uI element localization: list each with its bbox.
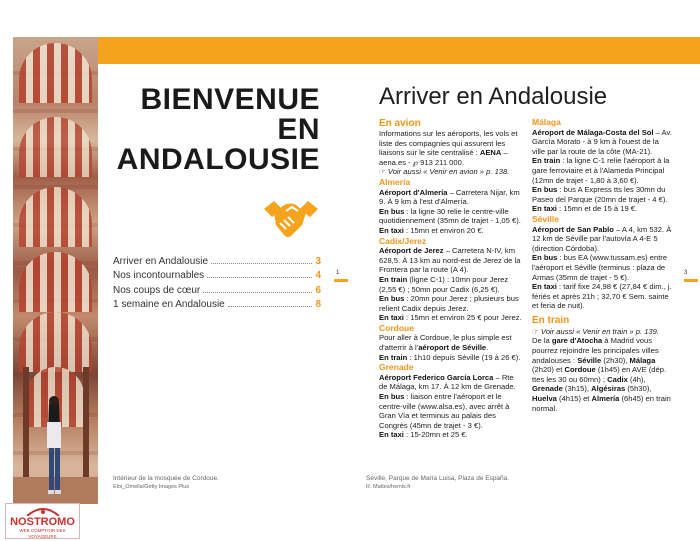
- page-title: Arriver en Andalousie: [379, 83, 608, 110]
- toc-label: Nos incontournables: [113, 270, 205, 281]
- right-page-marker: [684, 279, 698, 282]
- toc-label: 1 semaine en Andalousie: [113, 299, 225, 310]
- woman-figure: [43, 392, 65, 502]
- logo-arch-icon: [23, 506, 63, 516]
- title-line-1: BIENVENUE: [140, 83, 320, 116]
- toc-item-arriver[interactable]: [113, 256, 321, 267]
- toc-item-coups-de-coeur[interactable]: [113, 285, 321, 296]
- left-caption-credit: Eloi_Omella/Getty Images Plus: [113, 484, 190, 490]
- toc-page: 3: [315, 256, 321, 267]
- left-caption: [113, 474, 219, 492]
- left-page-marker: [334, 279, 348, 282]
- right-caption: [366, 474, 509, 492]
- toc-label: Arriver en Andalousie: [113, 256, 209, 267]
- mosque-photo: [13, 37, 98, 504]
- toc-item-1-semaine[interactable]: [113, 299, 321, 310]
- toc-page: 6: [315, 285, 321, 296]
- logo-tagline: WEB COMPTOIR DES VOYAGEURS: [19, 528, 66, 539]
- right-caption-credit: R. Mattes/hemis.fr: [366, 484, 411, 490]
- toc-page: 8: [315, 299, 321, 310]
- toc-item-incontournables[interactable]: [113, 270, 321, 281]
- transport-column-1: En avion Informations sur les aéroports, les vols et liste des compagnies qui assurent les liaisons sur le site centralisé : AENA – aena.es - ℘ 913 211 000. ☞ Voir aussi « Venir en avion » p. 138. Almería Aéroport d'Almería – Carretera Nijar, km 9. À 9 km à l'est d'Almería. En bus : la ligne 30 relie le centre-ville quotidiennement (35mn de trajet - 1,05 €). En taxi : 15mn et environ 20 €. Cadix/Jerez Aéroport de Jerez – Carretera N-IV, km 628,5. À 13 km au nord-est de Jerez de la Frontera par la route (A 4). En train (ligne C-1) : 10mn pour Jerez (2,55 €) ; 50mn pour Cadix (6,25 €). En bus : 20mn pour Jerez ; plusieurs bus relient Cadix depuis Jerez. En taxi : 15mn et environ 25 € pour Jerez. Cordoue Pour aller à Cordoue, le plus simple est d'atterrir à l'aéroport de Séville. En train : 1h10 depuis Séville (19 à 26 €). Grenade Aéroport Federico García Lorca – Rte de Málaga, km 17. À 12 km de Grenade. En bus : liaison entre l'aéroport et le centre-ville (www.alsa.es), avec arrêt à Gran Vía et terminus au palais des Congrès (45mn de trajet - 3 €). En taxi : 15-20mn et 25 €.: [379, 118, 522, 440]
- title-line-3: ANDALOUSIE: [116, 143, 320, 176]
- title-line-2: EN: [277, 113, 320, 146]
- left-caption-text: Intérieur de la mosquée de Cordoue.: [113, 475, 219, 482]
- right-page-number: 3: [684, 270, 688, 276]
- toc-label: Nos coups de cœur: [113, 285, 201, 296]
- right-caption-text: Séville, Parque de María Luisa, Plaza de España.: [366, 475, 510, 482]
- toc-page: 4: [315, 270, 321, 281]
- logo-name: NOSTROMO: [10, 516, 75, 528]
- left-page-number: 1: [336, 270, 340, 276]
- transport-column-2: Málaga Aéroport de Málaga-Costa del Sol – Av. García Morato - à 9 km à l'ouest de la ville par la route de la côte (MA-21). En train : la ligne C-1 relie l'aéroport à la gare ferroviaire et à l'Alameda Principal (12mn de trajet - 1,80 à 3,60 €). En bus : bus A Express tts les 30mn du Paseo del Parque (20mn de trajet - 4 €). En taxi : 15mn et de 15 à 19 €. Séville Aéroport de San Pablo – A 4, km 532. À 12 km de Séville par l'autovía A 4-E 5 (direction Córdoba). En bus : bus EA (www.tussam.es) entre l'aéroport et Séville (terminus : plaza de Armas (35mn de trajet - 5 €). En taxi : tarif fixe 24,98 € (27,84 € dim., j. fériés et après 21h ; 32,70 € Sem. sainte et feria de nuit). En train ☞ Voir aussi « Venir en train » p. 139. De la gare d'Atocha à Madrid vous pourrez rejoindre les principales villes andalouses : Séville (2h30), Málaga (2h20) et Cordoue (1h45) en AVE (dép. ttes les 30 ou 60mn) ; Cadix (4h), Grenade (3h15), Algésiras (5h30), Huelva (4h15) et Almería (6h45) en train normal.: [532, 117, 672, 413]
- header-bar: [98, 37, 700, 64]
- handshake-icon: [262, 195, 320, 243]
- nostromo-logo: [5, 503, 80, 539]
